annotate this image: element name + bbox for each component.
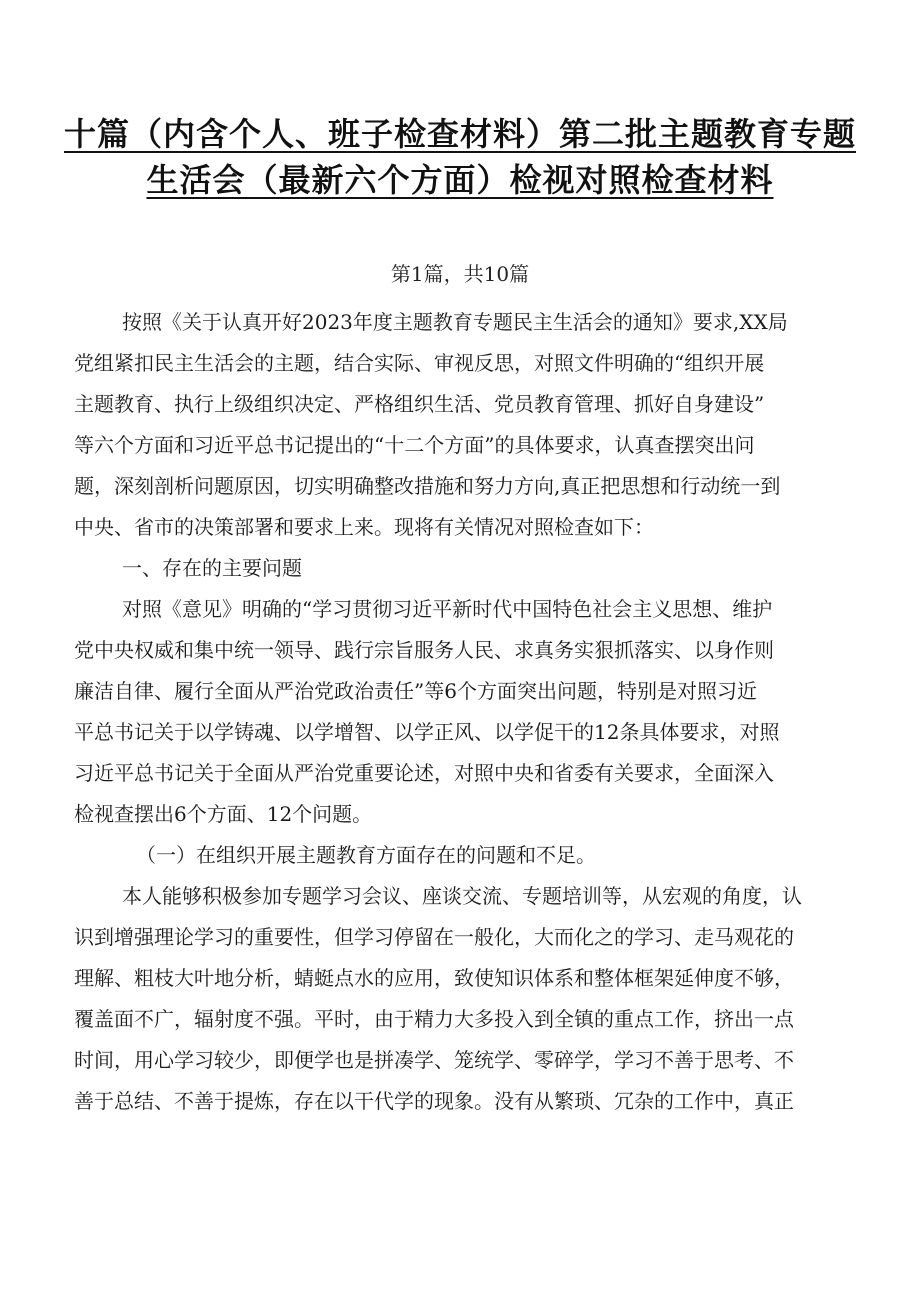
text-line: 按照《关于认真开好2023年度主题教育专题民主生活会的通知》要求,XX局: [122, 310, 788, 334]
section-heading: 一、存在的主要问题: [122, 556, 302, 580]
text-line: 习近平总书记关于全面从严治党重要论述，对照中央和省委有关要求，全面深入: [74, 761, 774, 785]
text-line: 中央、省市的决策部署和要求上来。现将有关情况对照检查如下：: [74, 515, 654, 539]
text-line: 主题教育、执行上级组织决定、严格组织生活、党员教育管理、抓好自身建设”: [74, 392, 765, 416]
text-line: 时间，用心学习较少，即便学也是拼凑学、笼统学、零碎学，学习不善于思考、不: [74, 1048, 794, 1072]
text-line: 等六个方面和习近平总书记提出的“十二个方面”的具体要求，认真查摆突出问: [74, 433, 755, 457]
text-line: 识到增强理论学习的重要性，但学习停留在一般化，大而化之的学习、走马观花的: [74, 925, 794, 949]
text-line: 党中央权威和集中统一领导、践行宗旨服务人民、求真务实狠抓落实、以身作则: [74, 638, 774, 662]
document-title-line-2: 生活会（最新六个方面）检视对照检查材料: [146, 161, 774, 199]
document-subtitle: 第1篇，共10篇: [390, 262, 530, 286]
text-line: 检视查摆出6个方面、12个问题。: [74, 802, 373, 826]
text-line: 覆盖面不广，辐射度不强。平时，由于精力大多投入到全镇的重点工作，挤出一点: [74, 1007, 794, 1031]
subsection-heading: （一）在组织开展主题教育方面存在的问题和不足。: [136, 843, 596, 867]
text-line: 本人能够积极参加专题学习会议、座谈交流、专题培训等，从宏观的角度，认: [122, 884, 802, 908]
text-line: 理解、粗枝大叶地分析，蜻蜓点水的应用，致使知识体系和整体框架延伸度不够，: [74, 966, 794, 990]
text-line: 善于总结、不善于提炼，存在以干代学的现象。没有从繁琐、冗杂的工作中，真正: [74, 1089, 794, 1113]
text-line: 题，深刻剖析问题原因，切实明确整改措施和努力方向,真正把思想和行动统一到: [74, 474, 781, 498]
text-line: 廉洁自律、履行全面从严治党政治责任”等6个方面突出问题，特别是对照习近: [74, 679, 757, 703]
text-line: 对照《意见》明确的“学习贯彻习近平新时代中国特色社会主义思想、维护: [122, 597, 773, 621]
text-line: 党组紧扣民主生活会的主题，结合实际、审视反思，对照文件明确的“组织开展: [74, 351, 765, 375]
document-title-line-1: 十篇（内含个人、班子检查材料）第二批主题教育专题: [63, 115, 856, 153]
text-line: 平总书记关于以学铸魂、以学增智、以学正风、以学促干的12条具体要求，对照: [74, 720, 780, 744]
